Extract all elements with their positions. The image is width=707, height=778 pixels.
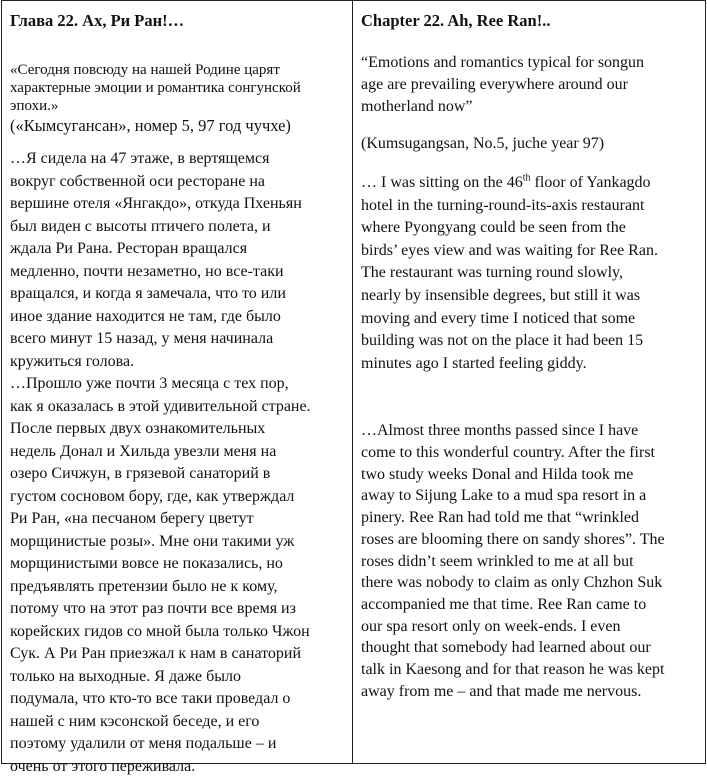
text-line: roses didn’t seem wrinkled to me at all but <box>361 551 699 573</box>
source-ru: («Кымсугансан», номер 5, 97 год чучхе) <box>10 115 346 137</box>
text-line: Ри Ран, «на песчаном берегу цветут <box>10 508 346 531</box>
text-line: age are prevailing everywhere around our <box>361 74 699 96</box>
text-line: moving and every time I noticed that some <box>361 308 699 331</box>
text-line: pinery. Ree Ran had told me that “wrinkled <box>361 507 699 529</box>
text-line: …Прошло уже почти 3 месяца с тех пор, <box>10 373 346 396</box>
paragraph-en-2 <box>361 420 699 702</box>
chapter-title-en: Chapter 22. Ah, Ree Ran!.. <box>361 11 699 31</box>
text-line: корейских гидов со мной была только Чжон <box>10 621 346 644</box>
paragraph-ru-1 <box>10 148 346 373</box>
text-line: thought that somebody had learned about our <box>361 637 699 659</box>
text-line: away from me – and that made me nervous. <box>361 681 699 703</box>
text-line: «Сегодня повсюду на нашей Родине царят <box>10 61 346 79</box>
text-line: вокруг собственной оси ресторане на <box>10 171 346 194</box>
english-column <box>352 0 706 764</box>
text-line: вершине отеля «Янгакдо», откуда Пхеньян <box>10 193 346 216</box>
text-line: accompanied me that time. Ree Ran came to <box>361 594 699 616</box>
text-line: густом сосновом бору, где, как утверждал <box>10 486 346 509</box>
text-line: потому что на этот раз почти все время из <box>10 598 346 621</box>
text-line: Сук. А Ри Ран приезжал к нам в санаторий <box>10 643 346 666</box>
text-line: был виден с высоты птичего полета, и <box>10 216 346 239</box>
text-line: ждала Ри Рана. Ресторан вращался <box>10 238 346 261</box>
text-line: …Я сидела на 47 этаже, в вертящемся <box>10 148 346 171</box>
text-line: медленно, почти незаметно, но все-таки <box>10 261 346 284</box>
text-line: подумала, что кто-то все таки проведал о <box>10 688 346 711</box>
text-line: поэтому удалили от меня подальше – и <box>10 733 346 756</box>
text-line: birds’ eyes view and was waiting for Ree Ran. <box>361 240 699 263</box>
paragraph-en-1 <box>361 172 699 375</box>
epigraph-en <box>361 52 699 118</box>
text-line: нашей с ним кэсонской беседе, и его <box>10 711 346 734</box>
text-line: озеро Сичжун, в грязевой санаторий в <box>10 463 346 486</box>
text-line: our spa resort only on week-ends. I even <box>361 616 699 638</box>
text-line: motherland now” <box>361 96 699 118</box>
text-line: После первых двух ознакомительных <box>10 418 346 441</box>
text-line: nearly by insensible degrees, but still it was <box>361 285 699 308</box>
text-line: только на выходные. Я даже было <box>10 666 346 689</box>
paragraph-ru-2 <box>10 373 346 778</box>
text-line: недель Донал и Хильда увезли меня на <box>10 441 346 464</box>
text-line: “Emotions and romantics typical for songun <box>361 52 699 74</box>
text-line: hotel in the turning-round-its-axis restaurant <box>361 195 699 218</box>
text-line: эпохи.» <box>10 97 346 115</box>
text-line: where Pyongyang could be seen from the <box>361 217 699 240</box>
russian-column <box>1 0 353 764</box>
text-line: предъявлять претензии было не к кому, <box>10 576 346 599</box>
text-line: всего минут 15 назад, у меня начинала <box>10 328 346 351</box>
chapter-title-ru: Глава 22. Ах, Ри Ран!… <box>10 11 346 31</box>
text-line: two study weeks Donal and Hilda took me <box>361 464 699 486</box>
text-line: морщинистыми вовсе не показались, но <box>10 553 346 576</box>
text-line: вращался, и когда я замечала, что то или <box>10 283 346 306</box>
text-line: как я оказалась в этой удивительной стране. <box>10 396 346 419</box>
text-line: come to this wonderful country. After the first <box>361 442 699 464</box>
text-line: The restaurant was turning round slowly, <box>361 262 699 285</box>
text-line: морщинистые розы». Мне они такими уж <box>10 531 346 554</box>
text-line: иное здание находится не там, где было <box>10 306 346 329</box>
text-line: характерные эмоции и романтика сонгунской <box>10 79 346 97</box>
text-line: … I was sitting on the 46th floor of Yankagdo <box>361 172 699 195</box>
source-en: (Kumsugangsan, No.5, juche year 97) <box>361 133 699 155</box>
text-line: minutes ago I started feeling giddy. <box>361 353 699 376</box>
text-line: talk in Kaesong and for that reason he was kept <box>361 659 699 681</box>
epigraph-ru <box>10 61 346 115</box>
text-line: there was nobody to claim as only Chzhon Suk <box>361 572 699 594</box>
text-line: roses are blooming there on sandy shores”. The <box>361 529 699 551</box>
text-line: очень от этого переживала. <box>10 756 346 778</box>
text-line: building was not on the place it had been 15 <box>361 330 699 353</box>
text-line: away to Sijung Lake to a mud spa resort in a <box>361 485 699 507</box>
text-line: …Almost three months passed since I have <box>361 420 699 442</box>
text-line: кружиться голова. <box>10 351 346 374</box>
